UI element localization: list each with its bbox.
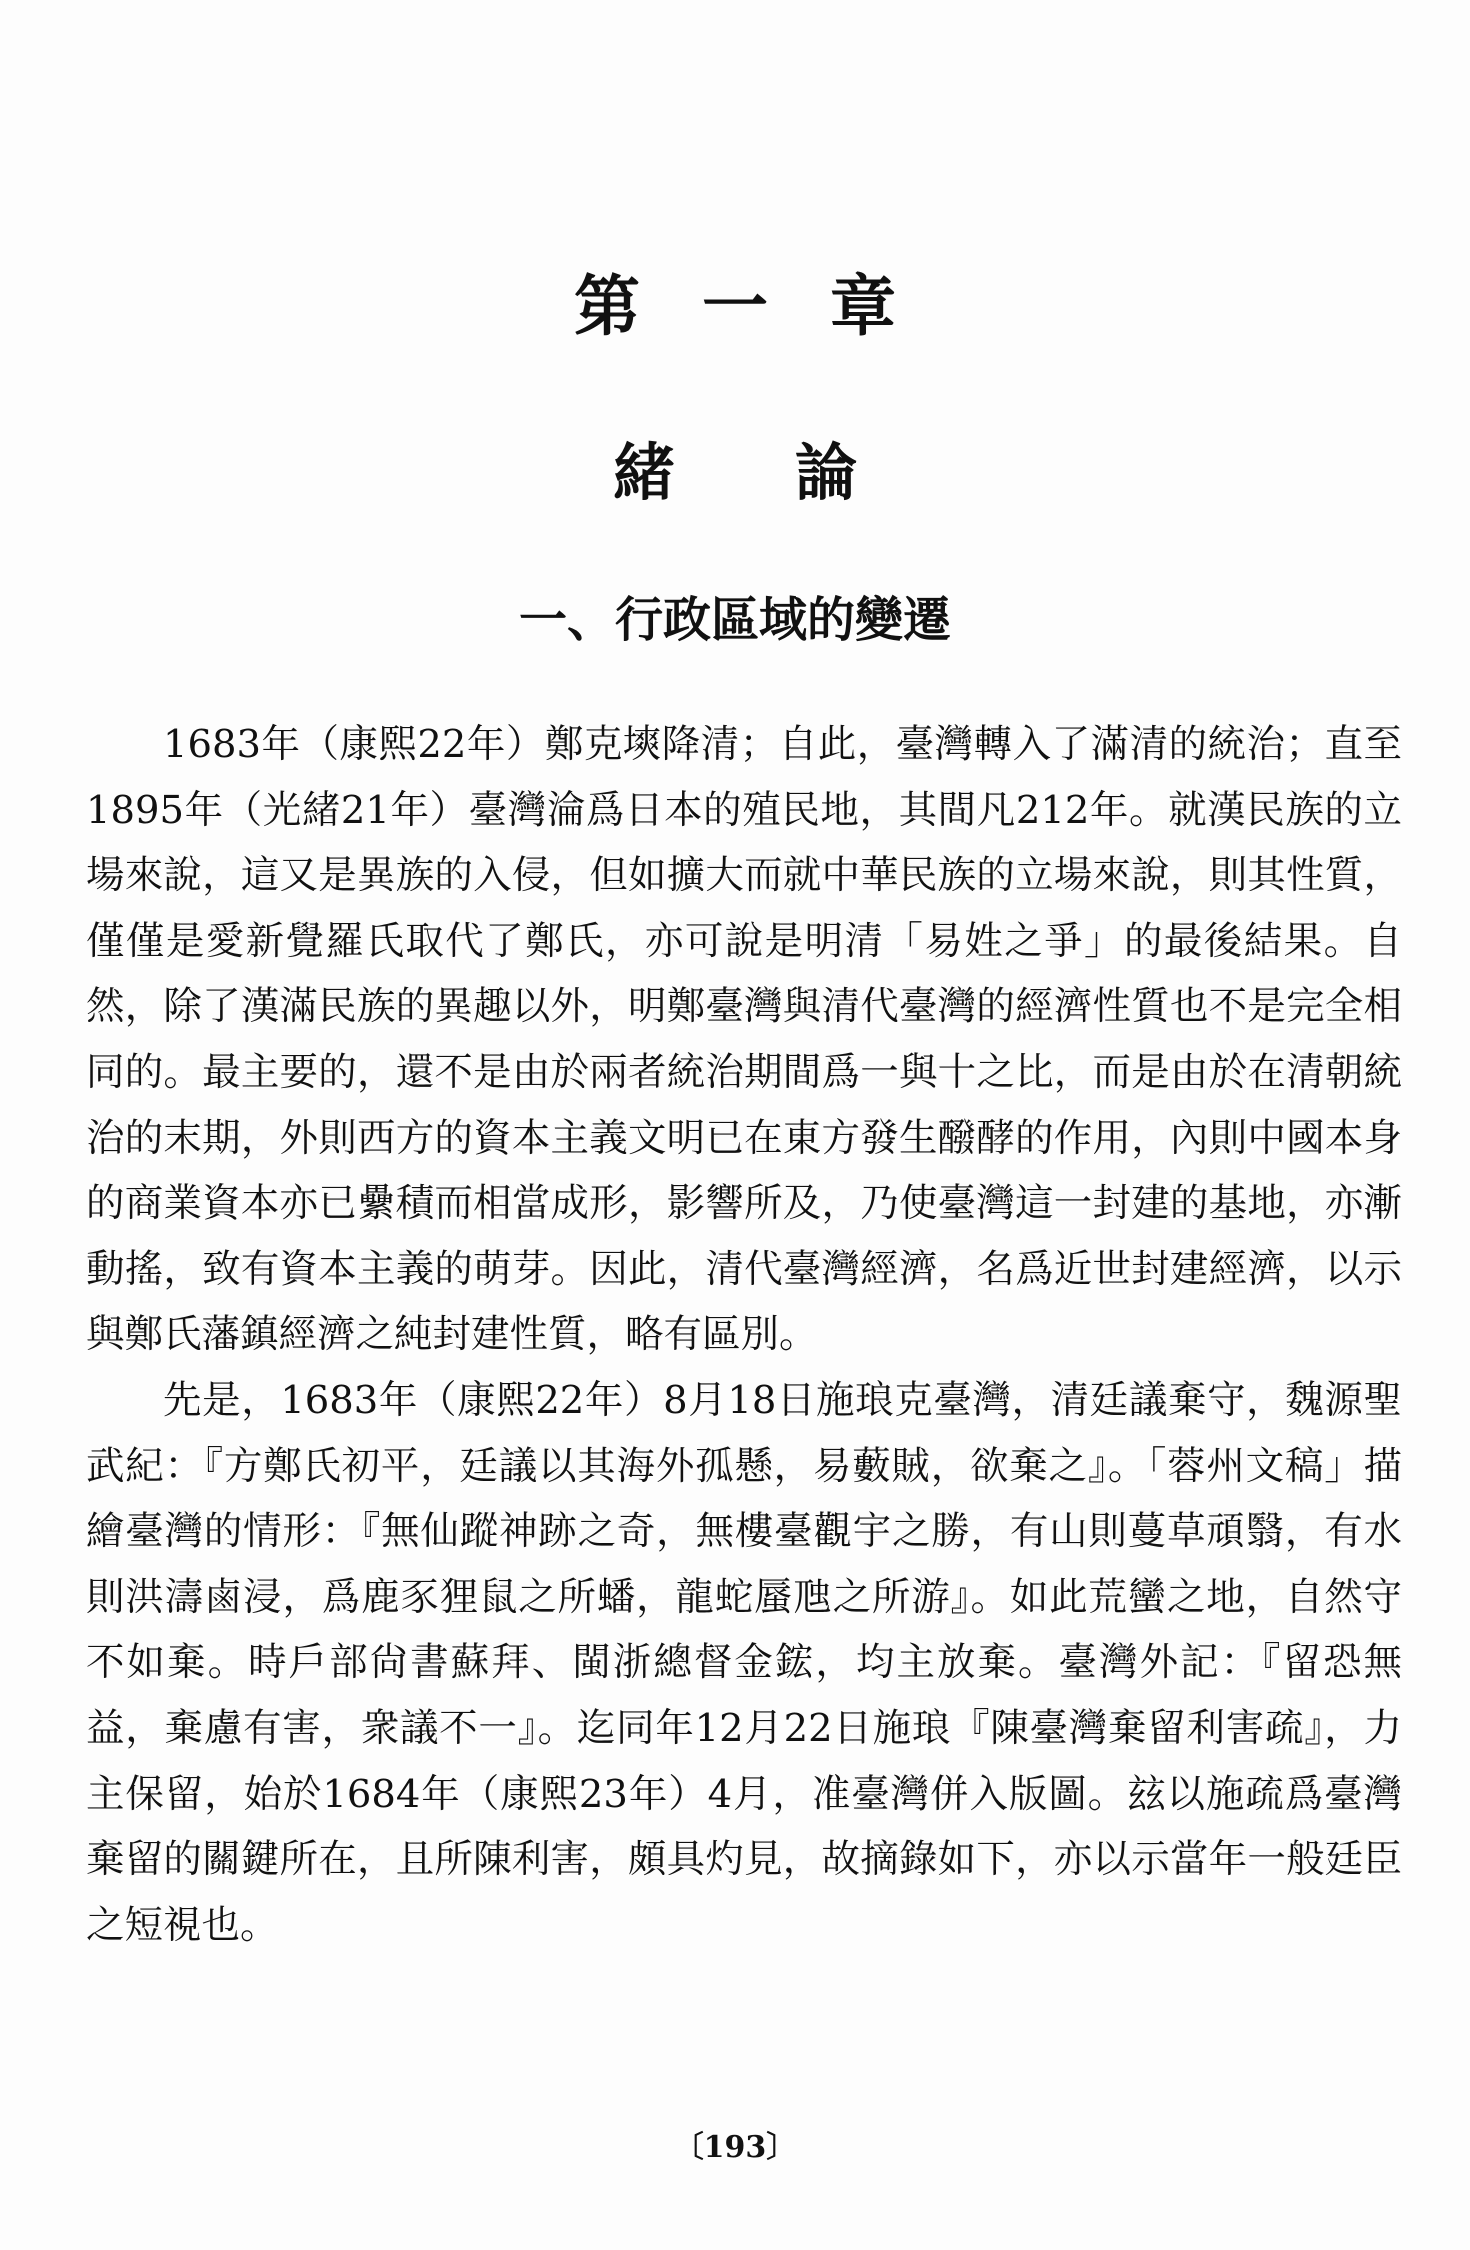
paragraph: 先是，1683年（康熙22年）8月18日施琅克臺灣，清廷議棄守，魏源聖武紀：『方鄭氏初平，廷議以其海外孤懸，易藪賊，欲棄之』。「蓉州文稿」描繪臺灣的情形：『無仙蹤神跡之奇，無樓臺觀宇之勝，有山則蔓草頑翳，有水則洪濤鹵浸，爲鹿豕狸鼠之所蟠，龍蛇蜃虺之所游』。如此荒蠻之地，自然守不如棄。時戶部尙書蘇拜、閩浙總督金鋐，均主放棄。臺灣外記：『留恐無益，棄慮有害，衆議不一』。迄同年12月22日施琅『陳臺灣棄留利害疏』，力主保留，始於1684年（康熙23年）4月，准臺灣併入版圖。玆以施疏爲臺灣棄留的關鍵所在，且所陳利害，頗具灼見，故摘錄如下，亦以示當年一般廷臣之短視也。 — [86, 1377, 1402, 1948]
page-number: 〔193〕 — [673, 2130, 797, 2165]
section-title: 緒論 — [612, 436, 977, 509]
paragraph: 1683年（康熙22年）鄭克塽降清；自此，臺灣轉入了滿清的統治；直至1895年（光緒21年）臺灣淪爲日本的殖民地，其間凡212年。就漢民族的立場來說，這又是異族的入侵，但如擴大而就中華民族的立場來說，則其性質，僅僅是愛新覺羅氏取代了鄭氏，亦可說是明清「易姓之爭」的最後結果。自然，除了漢滿民族的異趣以外，明鄭臺灣與清代臺灣的經濟性質也不是完全相同的。最主要的，還不是由於兩者統治期間爲一與十之比，而是由於在清朝統治的末期，外則西方的資本主義文明已在東方發生醱酵的作用，內則中國本身的商業資本亦已纍積而相當成形，影響所及，乃使臺灣這一封建的基地，亦漸動搖，致有資本主義的萌芽。因此，清代臺灣經濟，名爲近世封建經濟，以示與鄭氏藩鎮經濟之純封建性質，略有區別。 — [86, 722, 1402, 1358]
chapter-title: 第一章 — [574, 268, 958, 345]
body-text — [86, 712, 1402, 1958]
subsection-title: 一、行政區域的變遷 — [518, 592, 951, 648]
